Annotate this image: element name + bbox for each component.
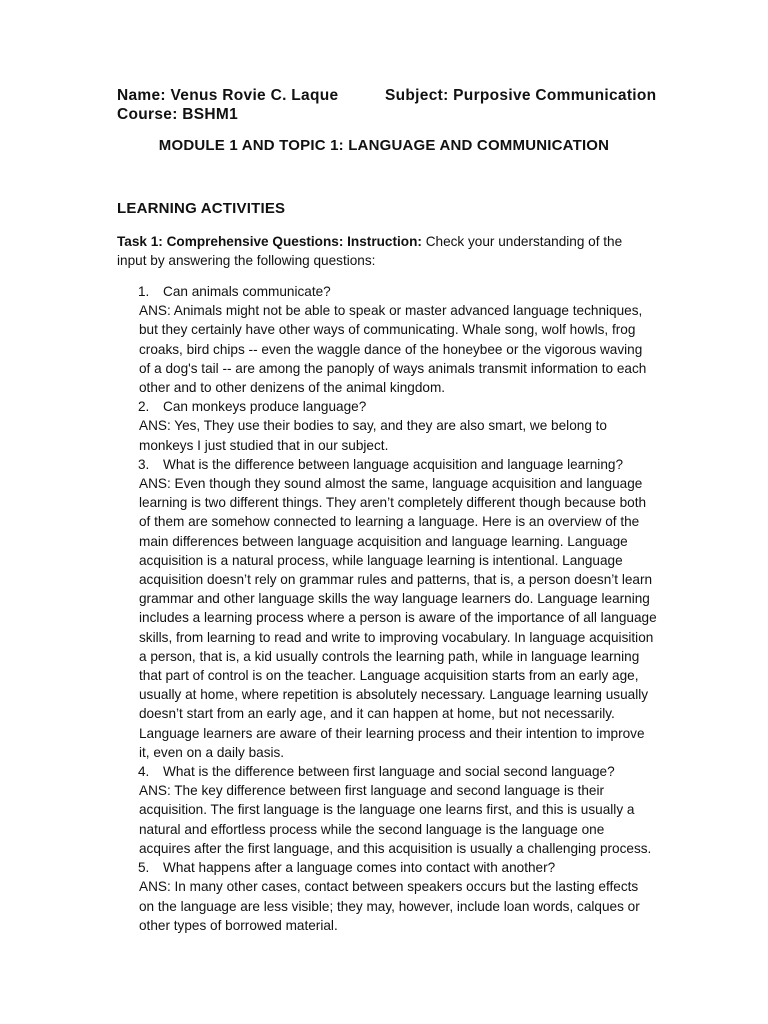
course-line — [117, 106, 238, 124]
question-list — [117, 282, 657, 935]
question-text: What happens after a language comes into contact with another? — [163, 860, 556, 876]
question-number: 1. — [138, 284, 150, 299]
answer-text: ANS: Even though they sound almost the same, language acquisition and language learning is two different things. They aren’t completely different though because both of them are somehow connected to learning a language. Here is an overview of the main differences between language acquisition and language learning. Language acquisition is a natural process, while language learning is intentional. Language acquisition doesn’t rely on grammar rules and patterns, that is, a person doesn’t learn grammar and other language skills the way language learners do. Language learning includes a learning process where a person is aware of the importance of all language skills, from learning to read and write to improving vocabulary. In language acquisition a person, that is, a kid usually controls the learning path, while in language learning that part of control is on the teacher. Language acquisition starts from an early age, usually at home, where repetition is absolutely necessary. Language learning usually doesn’t start from an early age, and it can happen at home, but not necessarily. Language learners are aware of their learning process and their intention to improve it, even on a daily basis. — [139, 476, 657, 760]
list-item — [117, 397, 657, 455]
task-label: Task 1: Comprehensive Questions: Instruction: — [117, 234, 422, 249]
question — [117, 858, 657, 877]
question — [117, 397, 657, 416]
question-text: Can animals communicate? — [163, 284, 331, 299]
answer-text: ANS: The key difference between first language and second language is their acquisition. The first language is the language one learns first, and this is usually a natural and effortless process while the second language is the language one acquires after the first language, and this acquisition is usually a challenging process. — [139, 783, 652, 856]
student-name: Venus Rovie C. Laque — [170, 87, 339, 104]
answer-text: ANS: Animals might not be able to speak or master advanced language techniques, but they certainly have other ways of communicating. Whale song, wolf howls, frog croaks, bird chips -- even the waggle dance of the honeybee or the vigorous waving of a dog's tail -- are among the panoply of ways animals transmit information to each other and to other denizens of the animal kingdom. — [139, 303, 647, 396]
subject-label: Subject: — [385, 87, 449, 104]
section-title: LEARNING ACTIVITIES — [117, 200, 286, 217]
question — [117, 282, 657, 301]
list-item — [117, 858, 657, 935]
list-item — [117, 762, 657, 858]
task-instruction — [117, 232, 637, 271]
course-label: Course: — [117, 106, 178, 123]
name-line — [117, 87, 338, 105]
module-title: MODULE 1 AND TOPIC 1: LANGUAGE AND COMMUNICATION — [158, 137, 610, 154]
answer-text: ANS: In many other cases, contact between speakers occurs but the lasting effects on the language are less visible; they may, however, include loan words, calques or other types of borrowed material. — [139, 879, 640, 933]
question-number: 5. — [138, 860, 150, 876]
question-text: What is the difference between first language and social second language? — [163, 764, 615, 780]
question-number: 4. — [138, 764, 150, 780]
question — [117, 762, 657, 781]
list-item — [117, 282, 657, 397]
answer-text: ANS: Yes, They use their bodies to say, and they are also smart, we belong to monkeys I just studied that in our subject. — [139, 418, 607, 453]
question-number: 2. — [138, 399, 150, 415]
question-text: Can monkeys produce language? — [163, 399, 367, 415]
task-text: Check your understanding of the input by answering the following questions: — [117, 234, 623, 269]
name-label: Name: — [117, 87, 166, 104]
subject-line — [385, 87, 656, 105]
list-item — [117, 455, 657, 762]
question — [117, 455, 657, 474]
question-text: What is the difference between language acquisition and language learning? — [163, 456, 624, 472]
course-name: BSHM1 — [182, 106, 239, 123]
question-number: 3. — [138, 456, 150, 472]
subject-name: Purposive Communication — [453, 87, 657, 104]
